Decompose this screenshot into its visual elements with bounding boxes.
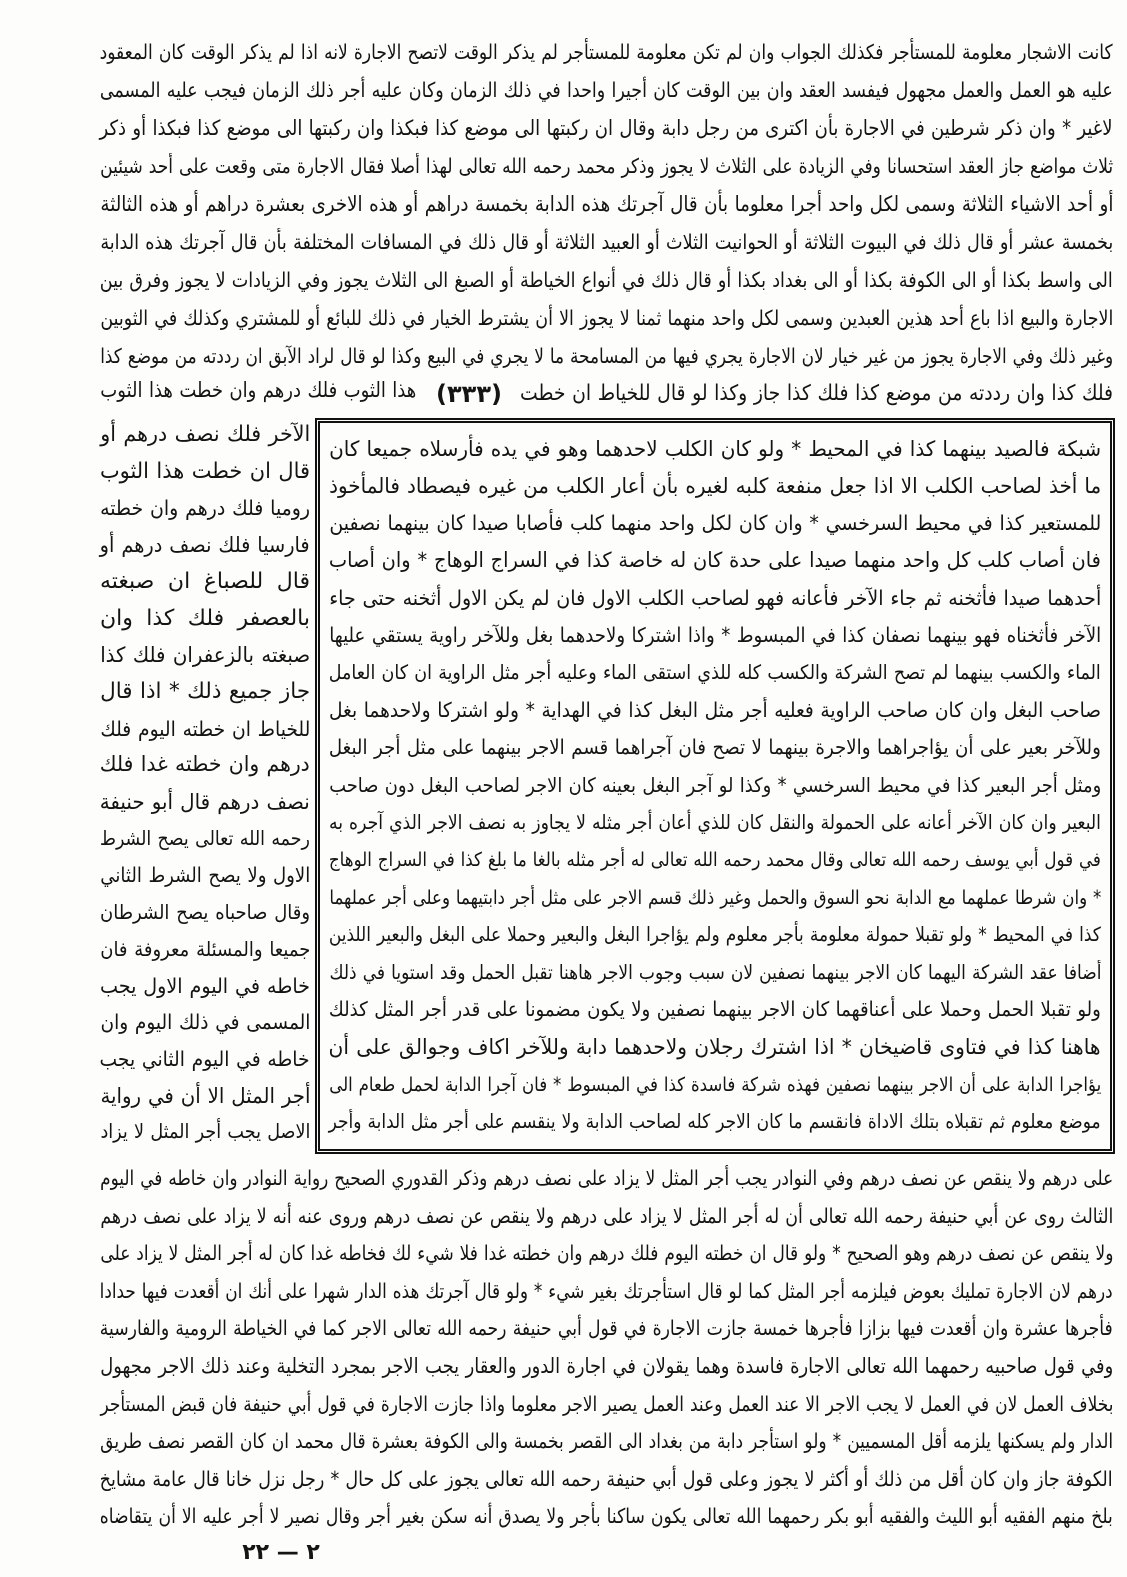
text-line: ثلاث مواضع جاز العقد استحسانا وفي الزيادة على الثلاث لا يجوز وذكر محمد رحمه الله تعالى لهذا أصلا فقال الاجارة متى وقعت على أحد شيئين <box>100 154 1113 178</box>
framed-text-line: موضع معلوم ثم تقبلاه بتلك الاداة فانقسم ما كان الاجر كله لصاحب الدابة ولا ينقسم على أجر مثل الدابة وأجر <box>329 1110 1101 1134</box>
side-text-line: درهم وان خطته غدا فلك <box>100 752 310 778</box>
side-text-line: خاطه في اليوم الاول يجب <box>100 973 310 998</box>
text-line: عليه هو العمل والعمل مجهول فيفسد العقد وان بين الوقت كان أجيرا واحدا في ذلك الزمان وكان عليه أجر ذلك الزمان فيجب عليه المسمى <box>100 78 1113 102</box>
text-line: لاغير * وان ذكر شرطين في الاجارة بأن اكترى من رجل دابة وقال ان ركبتها الى موضع كذا فبكذا وان ركبتها الى موضع كذا فبكذا أو ذكر <box>100 116 1113 140</box>
side-text-line: صبغته بالزعفران فلك كذا <box>100 642 310 668</box>
text-line: فأجرها عشرة وان أقعدت فيها بزازا فأجرها خمسة جازت الاجارة في قول أبي حنيفة رحمه الله تعالى الاجر كما في الخياطة الرومية والفارسية <box>100 1316 1113 1341</box>
framed-text-line: وللآخر بعير على أن يؤاجراهما والاجرة بينهما لا تصح فان آجراهما قسم الاجر بينهما على مثل أجر البغل <box>329 735 1101 760</box>
top-text-block <box>100 33 1113 375</box>
framed-text-line: ومثل أجر البعير كذا في محيط السرخسي * وكذا لو آجر البغل بعينه كان الاجر لصاحب البغل دون صاحب <box>329 772 1101 797</box>
framed-text-lines <box>329 430 1101 1141</box>
framed-text-line: يؤاجرا الدابة على أن الاجر بينهما نصفين فهذه شركة فاسدة كذا في المبسوط * فان آجرا الدابة لحمل طعام الى <box>329 1072 1101 1096</box>
framed-text-line: شبكة فالصيد بينهما كذا في المحيط * ولو كان الكلب لاحدهما وهو في يده فأرسلاه جميعا كان <box>329 436 1101 461</box>
side-text-line: فارسيا فلك نصف درهم أو <box>100 533 310 558</box>
text-line: الثالث روى عن أبي حنيفة رحمه الله تعالى أن له أجر المثل لا يزاد على درهم ولا ينقص عن نصف درهم وروى عنه أنه لا يزاد على نصف درهم <box>100 1203 1113 1228</box>
side-text-line: جاز جميع ذلك * اذا قال <box>100 678 310 704</box>
side-text-line: وقال صاحباه يصح الشرطان <box>100 900 310 925</box>
text-line: الكوفة جاز وان كان أقل من ذلك أو أكثر لا يجوز وعلى قول أبي حنيفة رحمه الله تعالى يجوز على كل حال * رجل نزل خانا قال عامة مشايخ <box>100 1466 1113 1491</box>
side-text-line: الآخر فلك نصف درهم أو <box>100 422 310 447</box>
text-line: الاجارة والبيع اذا باع أحد هذين العبدين وسمى لكل واحد منهما ثمنا لا يجوز الا أن يشترط الخيار في ذلك للبائع أو للمشتري وكذلك في الثوبين <box>100 306 1113 330</box>
text-line: ولا ينقص عن نصف درهم وهو الصحيح * ولو قال ان خطته اليوم فلك درهم وان خطته غدا فلا شيء لك فخاطه غدا كان له أجر المثل لا يزاد على <box>100 1241 1113 1266</box>
signature-mark: ٢ — ٢٢ <box>242 1540 320 1565</box>
side-text-line: المسمى في ذلك اليوم وان <box>100 1010 310 1035</box>
page-number: (٣٣٣) <box>436 380 502 408</box>
side-text-line: الاول ولا يصح الشرط الثاني <box>100 863 310 888</box>
side-text-column <box>100 417 310 1151</box>
framed-text-line: الآخر فأثخناه فهو بينهما نصفان كذا في المبسوط * واذا اشتركا ولاحدهما بغل وللآخر راوية يستقي عليها <box>329 623 1101 648</box>
text-line: بلخ منهم الفقيه أبو الليث والفقيه أبو بكر رحمهما الله تعالى يكون ساكنا بأجر ولا يصدق أنه سكن بغير أجر وقال نصير لا أجر عليه الا أن يتقاضاه <box>100 1504 1113 1529</box>
text-line: هذا الثوب فلك درهم وان خطت هذا الثوب <box>100 378 416 402</box>
framed-text-line: البعير وان كان الآخر أعانه على الحمولة والنقل كان للذي أعان أجر مثله لا يجاوز به نصف الاجر الذي آجره به <box>329 811 1101 835</box>
side-text-line: قال للصباغ ان صبغته <box>100 568 310 594</box>
text-line: أو أحد الاشياء الثلاثة وسمى لكل واحد أجرا معلوما بأن قال آجرتك هذه الدابة بخمسة دراهم أو هذه الاخرى بعشرة دراهم أو هذه الثالثة <box>100 191 1113 216</box>
framed-text-line: أحدهما صيدا فأثخنه ثم جاء الآخر فأعانه فهو لصاحب الكلب الاول فان لم يكن الاول أثخنه حتى جاء <box>329 585 1101 610</box>
text-line: وفي قول صاحبيه رحمهما الله تعالى الاجارة فاسدة وهما يقولان في اجارة الدور والعقار يجب الاجر بمجرد التخلية وعند ذلك الاجر مجهول <box>100 1353 1113 1378</box>
framed-text-line: فان أصاب كلب كل واحد منهما صيدا على حدة كان له خاصة كذا في السراج الوهاج * وان أصاب <box>329 548 1101 573</box>
side-text-line: بالعصفر فلك كذا وان <box>100 605 310 631</box>
framed-text-line: في قول أبي يوسف رحمه الله تعالى وقال محمد رحمه الله تعالى له أجر مثله بالغا ما بلغ كذا في السراج الوهاج <box>329 848 1101 872</box>
text-line: الى واسط بكذا أو الى الكوفة بكذا أو الى بغداد بكذا أو قال ذلك في أنواع الخياطة أو الصبغ الى الثلاث يجوز وفي الزيادات لا يجوز وفرق بين <box>100 268 1113 292</box>
framed-text-box <box>315 418 1115 1154</box>
text-line: وغير ذلك وفي الاجارة يجوز من غير خيار لان الاجارة يجري فيها من المسامحة ما لا يجري في البيع وكذا لو قال لراد الآبق ان رددته من موضع كذا <box>100 344 1113 368</box>
framed-text-line: أضافا عقد الشركة اليهما كان الاجر بينهما نصفين لان سبب وجوب الاجر هاهنا تقبل الحمل وقد استويا في ذلك <box>329 960 1101 984</box>
framed-text-line: هاهنا كذا في فتاوى قاضيخان * اذا اشترك رجلان ولاحدهما دابة وللآخر اكاف وجوالق على أن <box>329 1034 1101 1060</box>
side-text-line: روميا فلك درهم وان خطته <box>100 496 310 521</box>
text-line: درهم لان الاجارة تمليك بعوض فيلزمه أجر المثل كما لو قال استأجرتك بغير شيء * ولو قال آجرتك هذه الدار شهرا على أنك ان أقعدت فيها حدادا <box>100 1278 1113 1303</box>
side-text-line: أجر المثل الا أن في رواية <box>100 1083 310 1108</box>
side-text-line: خاطه في اليوم الثاني يجب <box>100 1046 310 1071</box>
side-text-line: الاصل يجب أجر المثل لا يزاد <box>100 1120 310 1144</box>
side-text-line: نصف درهم قال أبو حنيفة <box>100 789 310 815</box>
text-line: بخلاف العمل لان في العمل لا يجب الاجر الا عند العمل وعند العمل يصير الاجر معلوما واذا جازت الاجارة في قول أبي حنيفة فان قبض المستأجر <box>100 1391 1113 1416</box>
bottom-text-block <box>100 1160 1113 1536</box>
text-line: فلك كذا وان رددته من موضع كذا فلك كذا جاز وكذا لو قال للخياط ان خطت <box>520 381 1113 406</box>
framed-text-line: كذا في المحيط * ولو تقبلا حمولة معلومة بأجر معلوم ولم يؤاجرا البغل والبعير وحملا على البغل والبعير اللذين <box>329 923 1101 947</box>
framed-text-line: للمستعير كذا في محيط السرخسي * وان كان لكل واحد منهما كلب فأصابا صيدا كان بينهما نصفين <box>329 510 1101 535</box>
side-text-line: جميعا والمسئلة معروفة فان <box>100 936 310 961</box>
text-line: كانت الاشجار معلومة للمستأجر فكذلك الجواب وان لم تكن معلومة للمستأجر لم يذكر الوقت لاتصح الاجارة لانه اذا لم يذكر الوقت كان المعقود <box>100 40 1113 64</box>
text-line: على درهم ولا ينقص عن نصف درهم وفي النوادر يجب أجر المثل لا يزاد على نصف درهم وذكر القدوري الصحيح رواية النوادر وان خاطه في اليوم <box>100 1166 1113 1190</box>
framed-text-line: الماء والكسب بينهما لم تصح الشركة والكسب كله للذي استقى الماء وعليه أجر مثل الراوية ان كان العامل <box>329 661 1101 685</box>
framed-text-line: صاحب البغل وان كان صاحب الراوية فعليه أجر مثل البغل كذا في الهداية * ولو اشتركا ولاحدهما بغل <box>329 697 1101 722</box>
side-text-line: رحمه الله تعالى يصح الشرط <box>100 826 310 850</box>
text-line: الدار ولم يسكنها يلزمه أقل المسميين * ولو استأجر دابة من بغداد الى القصر بخمسة والى الكوفة بعشرة قال محمد ان كان القصر نصف طريق <box>100 1429 1113 1454</box>
split-line-right <box>520 375 1113 413</box>
side-text-line: قال ان خطت هذا الثوب <box>100 458 310 484</box>
framed-text-line: ما أخذ لصاحب الكلب الا اذا جعل منفعة كلبه لغيره بأن أعار الكلب من غيره فيصطاد فالمأخوذ <box>329 473 1101 499</box>
framed-text-line: ولو تقبلا الحمل وحملا على أعناقهما كان الاجر بينهما نصفين ولا يكون مضمونا على قدر أجر المثل كذلك <box>329 997 1101 1022</box>
framed-text-line: * وان شرطا عملهما مع الدابة نحو السوق والحمل وغير ذلك قسم الاجر على مثل أجر دابتيهما وعلى أجر عملهما <box>329 885 1101 909</box>
side-text-line: للخياط ان خطته اليوم فلك <box>100 716 310 741</box>
text-line: بخمسة عشر أو قال ذلك في البيوت الثلاثة أو الحوانيت الثلاث أو العبيد الثلاثة أو قال ذلك في المسافات المختلفة بأن قال آجرتك هذه الدابة <box>100 230 1113 254</box>
split-line-left <box>100 371 416 409</box>
